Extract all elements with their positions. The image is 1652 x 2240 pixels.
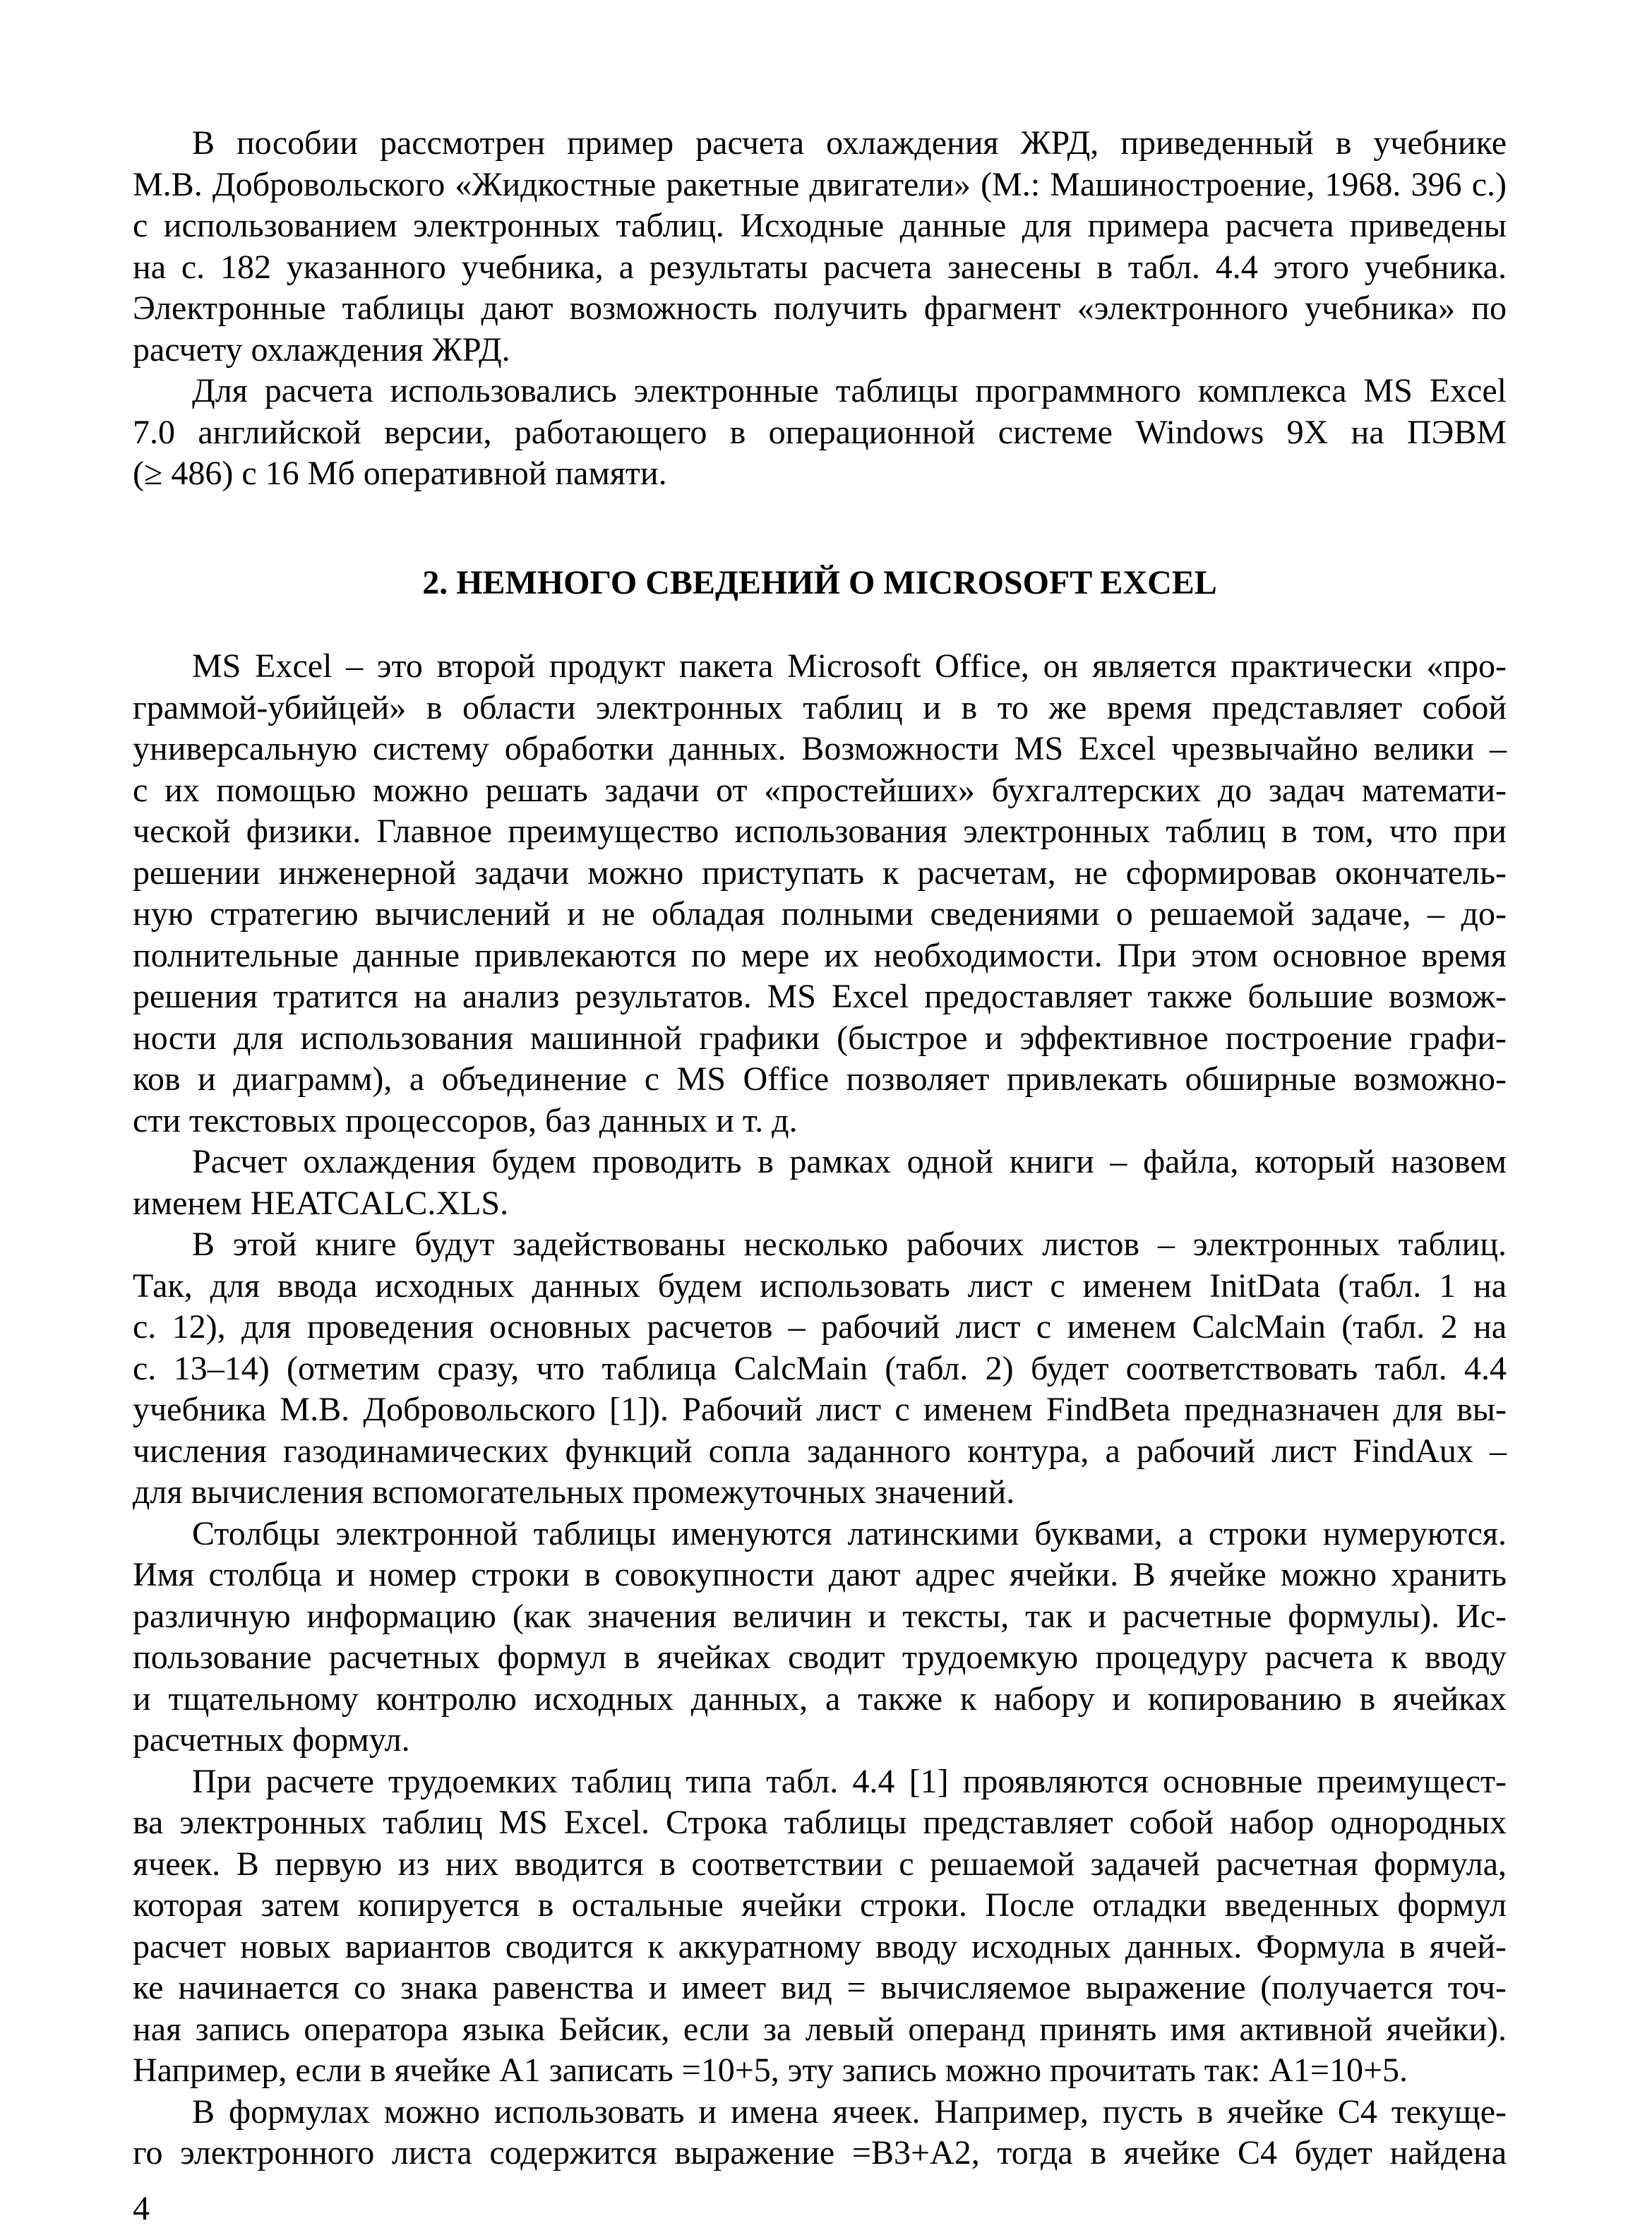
paragraph bbox=[133, 1224, 1507, 1514]
paragraph bbox=[133, 1514, 1507, 1761]
text-line: и тщательному контролю исходных данных, а также к набору и копированию в ячейках bbox=[133, 1679, 1507, 1718]
paragraph bbox=[133, 1142, 1507, 1224]
text-line: различную информацию (как значения величин и тексты, так и расчетные формулы). Ис- bbox=[133, 1597, 1507, 1635]
intro-section bbox=[133, 123, 1507, 495]
text-line: ков и диаграмм), а объединение с MS Office позволяет привлекать обширные возможно- bbox=[133, 1060, 1507, 1098]
text-line: ности для использования машинной графики (быстрое и эффективное построение графи- bbox=[133, 1019, 1507, 1057]
text-line: на с. 182 указанного учебника, а результаты расчета занесены в табл. 4.4 этого учебника. bbox=[133, 248, 1507, 286]
text-line: полнительные данные привлекаются по мере их необходимости. При этом основное время bbox=[133, 936, 1507, 974]
text-line: Так, для ввода исходных данных будем использовать лист с именем InitData (табл. 1 на bbox=[133, 1266, 1507, 1305]
text-line: решении инженерной задачи можно приступать к расчетам, не сформировав окончатель- bbox=[133, 854, 1507, 892]
text-line: расчетных формул. bbox=[133, 1721, 410, 1759]
page-number: 4 bbox=[133, 2190, 150, 2227]
text-line: Расчет охлаждения будем проводить в рамках одной книги – файла, который назовем bbox=[192, 1143, 1507, 1180]
text-line: ную стратегию вычислений и не обладая полными сведениями о решаемой задаче, – до- bbox=[133, 895, 1507, 933]
text-line: расчет новых вариантов сводится к аккуратному вводу исходных данных. Формула в ячей- bbox=[133, 1927, 1507, 1965]
text-line: Электронные таблицы дают возможность получить фрагмент «электронного учебника» по bbox=[133, 289, 1507, 327]
text-line: В формулах можно использовать и имена ячеек. Например, пусть в ячейке C4 текуще- bbox=[192, 2092, 1507, 2131]
text-line: учебника М.В. Добровольского [1]). Рабочий лист с именем FindBeta предназначен для вы- bbox=[133, 1391, 1507, 1428]
text-line: числения газодинамических функций сопла заданного контура, а рабочий лист FindAux – bbox=[133, 1432, 1507, 1470]
text-line: В этой книге будут задействованы несколько рабочих листов – электронных таблиц. bbox=[192, 1226, 1507, 1263]
paragraph bbox=[133, 123, 1507, 371]
text-line: MS Excel – это второй продукт пакета Microsoft Office, он является практически «про- bbox=[192, 647, 1507, 685]
text-line: для вычисления вспомогательных промежуточных значений. bbox=[133, 1473, 1015, 1511]
text-line: которая затем копируется в остальные ячейки строки. После отладки введенных формул bbox=[133, 1886, 1507, 1924]
text-line: сти текстовых процессоров, баз данных и т. д. bbox=[133, 1101, 798, 1139]
text-line: расчету охлаждения ЖРД. bbox=[133, 330, 510, 369]
text-line: с. 12), для проведения основных расчетов – рабочий лист с именем CalcMain (табл. 2 на bbox=[133, 1308, 1507, 1346]
text-line: Столбцы электронной таблицы именуются латинскими буквами, а строки нумеруются. bbox=[192, 1514, 1507, 1552]
text-line: универсальную систему обработки данных. Возможности MS Excel чрезвычайно велики – bbox=[133, 730, 1507, 767]
section-body bbox=[133, 646, 1507, 2174]
text-line: М.В. Добровольского «Жидкостные ракетные двигатели» (М.: Машиностроение, 1968. 396 с.) bbox=[133, 165, 1507, 203]
text-line: ва электронных таблиц MS Excel. Строка таблицы представляет собой набор однородных bbox=[133, 1804, 1507, 1841]
text-line: ческой физики. Главное преимущество использования электронных таблиц в том, что при bbox=[133, 813, 1507, 850]
text-line: с их помощью можно решать задачи от «простейших» бухгалтерских до задач математи- bbox=[133, 771, 1507, 809]
text-line: граммой-убийцей» в области электронных таблиц и в то же время представляет собой bbox=[133, 688, 1507, 726]
text-line: пользование расчетных формул в ячейках сводит трудоемкую процедуру расчета к вводу bbox=[133, 1639, 1507, 1676]
paragraph bbox=[133, 1761, 1507, 2092]
text-line: го электронного листа содержится выражение =B3+A2, тогда в ячейке C4 будет найдена bbox=[133, 2134, 1507, 2172]
paragraph bbox=[133, 646, 1507, 1142]
paragraph bbox=[133, 371, 1507, 495]
text-line: с. 13–14) (отметим сразу, что таблица CalcMain (табл. 2) будет соответствовать табл. 4.4 bbox=[133, 1349, 1507, 1387]
text-line: Например, если в ячейке A1 записать =10+5, эту запись можно прочитать так: A1=10+5. bbox=[133, 2052, 1408, 2089]
text-line: Имя столбца и номер строки в совокупности дают адрес ячейки. В ячейке можно хранить bbox=[133, 1556, 1507, 1593]
text-line: с использованием электронных таблиц. Исходные данные для примера расчета приведены bbox=[133, 207, 1507, 244]
text-line: ке начинается со знака равенства и имеет вид = вычисляемое выражение (получается точ- bbox=[133, 1969, 1507, 2006]
text-line: Для расчета использовались электронные таблицы программного комплекса MS Excel bbox=[192, 372, 1507, 409]
text-line: (≥ 486) с 16 Мб оперативной памяти. bbox=[133, 455, 667, 492]
section-heading: 2. НЕМНОГО СВЕДЕНИЙ О MICROSOFT EXCEL bbox=[422, 564, 1217, 601]
text-line: решения тратится на анализ результатов. MS Excel предоставляет также большие возмож- bbox=[133, 978, 1507, 1015]
text-line: В пособии рассмотрен пример расчета охлаждения ЖРД, приведенный в учебнике bbox=[192, 124, 1507, 162]
paragraph bbox=[133, 2092, 1507, 2174]
text-line: ячеек. В первую из них вводится в соответствии с решаемой задачей расчетная формула, bbox=[133, 1845, 1507, 1883]
text-line: именем HEATCALC.XLS. bbox=[133, 1184, 509, 1222]
text-line: ная запись оператора языка Бейсик, если за левый операнд принять имя активной ячейки). bbox=[133, 2010, 1507, 2048]
text-line: При расчете трудоемких таблиц типа табл. 4.4 [1] проявляются основные преимущест- bbox=[192, 1762, 1507, 1800]
text-line: 7.0 английской версии, работающего в операционной системе Windows 9X на ПЭВМ bbox=[133, 413, 1507, 451]
